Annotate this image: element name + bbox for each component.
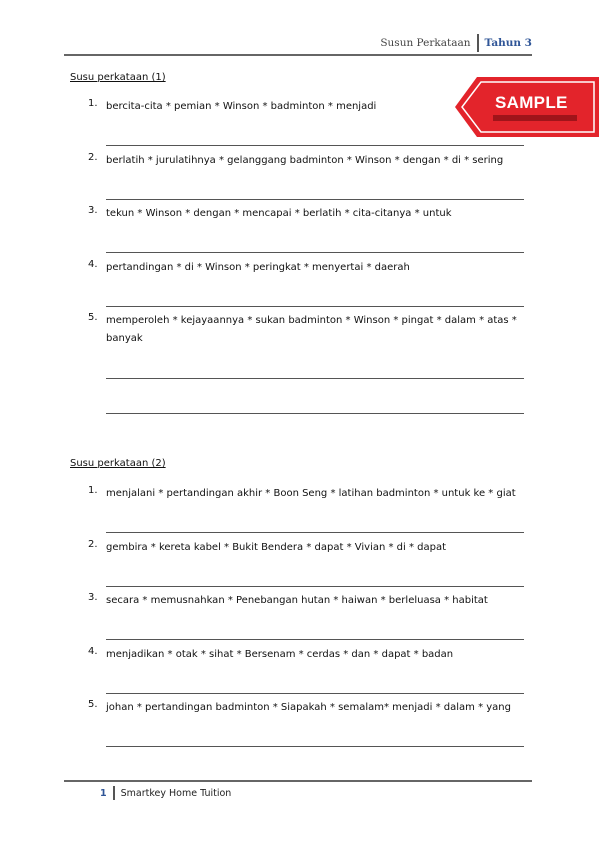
jumbled-words: johan * pertandingan badminton * Siapakah * semalam* menjadi * dalam * yang xyxy=(106,702,511,713)
answer-line[interactable] xyxy=(106,306,524,307)
document-title: Susun Perkataan xyxy=(380,37,471,49)
jumbled-words: memperoleh * kejayaannya * sukan badminton * Winson * pingat * dalam * atas * banyak xyxy=(106,315,517,344)
item-number: 3. xyxy=(88,205,98,216)
answer-line[interactable] xyxy=(106,693,524,694)
item-number: 4. xyxy=(88,646,98,657)
grade-label: Tahun 3 xyxy=(484,37,532,49)
page-header xyxy=(380,34,532,52)
jumbled-words: berlatih * jurulatihnya * gelanggang badminton * Winson * dengan * di * sering xyxy=(106,155,504,166)
header-rule xyxy=(64,54,532,56)
stamp-label: SAMPLE xyxy=(495,93,568,112)
item-number: 2. xyxy=(88,539,98,550)
page-number: 1 xyxy=(100,787,107,799)
organization-name: Smartkey Home Tuition xyxy=(120,787,232,799)
jumbled-words: secara * memusnahkan * Penebangan hutan * haiwan * berleluasa * habitat xyxy=(106,595,488,606)
item-number: 2. xyxy=(88,152,98,163)
jumbled-words: tekun * Winson * dengan * mencapai * berlatih * cita-citanya * untuk xyxy=(106,208,452,219)
answer-line[interactable] xyxy=(106,639,524,640)
answer-line[interactable] xyxy=(106,378,524,379)
answer-line[interactable] xyxy=(106,145,524,146)
section-title: Susu perkataan (2) xyxy=(70,458,166,469)
item-number: 1. xyxy=(88,485,98,496)
section-2-items xyxy=(70,458,530,758)
jumbled-words: menjadikan * otak * sihat * Bersenam * cerdas * dan * dapat * badan xyxy=(106,649,454,660)
answer-line[interactable] xyxy=(106,252,524,253)
answer-line[interactable] xyxy=(106,746,524,747)
answer-line[interactable] xyxy=(106,413,524,414)
jumbled-words: pertandingan * di * Winson * peringkat * menyertai * daerah xyxy=(106,262,410,273)
item-number: 5. xyxy=(88,312,98,323)
item-number: 1. xyxy=(88,98,98,109)
item-number: 5. xyxy=(88,699,98,710)
answer-line[interactable] xyxy=(106,586,524,587)
page-footer xyxy=(100,786,231,800)
section-title: Susu perkataan (1) xyxy=(70,72,166,83)
item-number: 4. xyxy=(88,259,98,270)
item-number: 3. xyxy=(88,592,98,603)
answer-line[interactable] xyxy=(106,532,524,533)
footer-rule xyxy=(64,780,532,782)
jumbled-words: bercita-cita * pemian * Winson * badminton * menjadi xyxy=(106,101,377,112)
section-1-items xyxy=(70,72,530,432)
jumbled-words: menjalani * pertandingan akhir * Boon Seng * latihan badminton * untuk ke * giat xyxy=(106,488,516,499)
footer-separator xyxy=(113,786,115,800)
jumbled-words: gembira * kereta kabel * Bukit Bendera * dapat * Vivian * di * dapat xyxy=(106,542,447,553)
answer-line[interactable] xyxy=(106,199,524,200)
